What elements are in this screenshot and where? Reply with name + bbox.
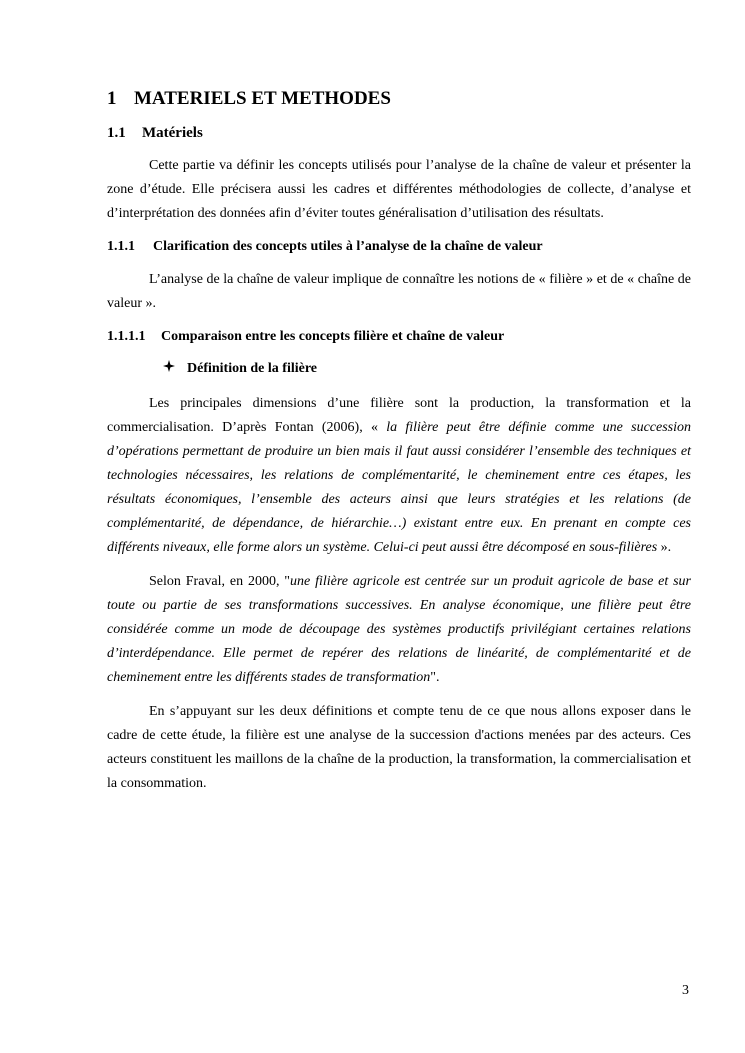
heading-number: 1.1.1 (107, 239, 135, 254)
fraval-lead: Selon Fraval, en 2000, " (149, 574, 291, 589)
fontan-paragraph (107, 392, 691, 560)
bullet-label: Définition de la filière (187, 361, 317, 376)
heading-level-1 (107, 86, 691, 112)
fontan-tail: ». (657, 540, 672, 555)
document-body (107, 86, 691, 806)
heading-level-4 (107, 326, 691, 348)
heading-number: 1 (107, 88, 117, 109)
fontan-quote: la filière peut être définie comme une succession d’opérations permettant de produire un bien mais il faut aussi considérer l’ensemble des techniques et technologies nécessaires, les relations de complémentarité, le cheminement entre ces étapes, les résultats économiques, l’ensemble des acteurs ainsi que leurs stratégies et les relations (de complémentarité, de dépendance, de hiérarchie…) existant entre eux. En prenant en compte ces différents niveaux, elle forme alors un système. Celui-ci peut aussi être décomposé en sous-filières (107, 420, 691, 555)
intro-paragraph: Cette partie va définir les concepts utilisés pour l’analyse de la chaîne de valeur et présenter la zone d’étude. Elle précisera aussi les cadres et différentes méthodologies de collecte, d’analyse et d’interprétation des données afin d’éviter toutes généralisation d’utilisation des résultats. (107, 158, 691, 221)
heading-level-3 (107, 236, 691, 258)
fraval-tail: ". (430, 670, 440, 685)
conclusion-paragraph: En s’appuyant sur les deux définitions et compte tenu de ce que nous allons exposer dans le cadre de cette étude, la filière est une analyse de la succession d'actions menées par des acteurs. Ces acteurs constituent les maillons de la chaîne de la production, la transformation, la commercialisation et la consommation. (107, 704, 691, 791)
heading-level-2 (107, 122, 691, 144)
diamond-bullet-icon (163, 358, 175, 380)
fraval-paragraph (107, 570, 691, 690)
heading-title: Comparaison entre les concepts filière et chaîne de valeur (161, 329, 505, 344)
fraval-quote: une filière agricole est centrée sur un produit agricole de base et sur toute ou partie de ses transformations successives. En analyse économique, une filière peut être considérée comme un mode de découpage des systèmes productifs privilégiant certaines relations d’interdépendance. Elle permet de repérer des relations de linéarité, de complémentarité et de cheminement entre les différents stades de transformation (107, 574, 691, 685)
concepts-paragraph: L’analyse de la chaîne de valeur implique de connaître les notions de « filière » et de « chaîne de valeur ». (107, 272, 691, 311)
heading-number: 1.1 (107, 125, 126, 141)
heading-title: Clarification des concepts utiles à l’analyse de la chaîne de valeur (153, 239, 543, 254)
bullet-item-definition (163, 358, 691, 380)
page-number: 3 (682, 983, 689, 998)
heading-number: 1.1.1.1 (107, 329, 146, 344)
heading-title: MATERIELS ET METHODES (134, 88, 391, 109)
fontan-lead: Les principales dimensions d’une filière sont la production, la transformation et la commercialisation. D’après Fontan (2006), « (107, 396, 691, 435)
heading-title: Matériels (142, 125, 203, 141)
